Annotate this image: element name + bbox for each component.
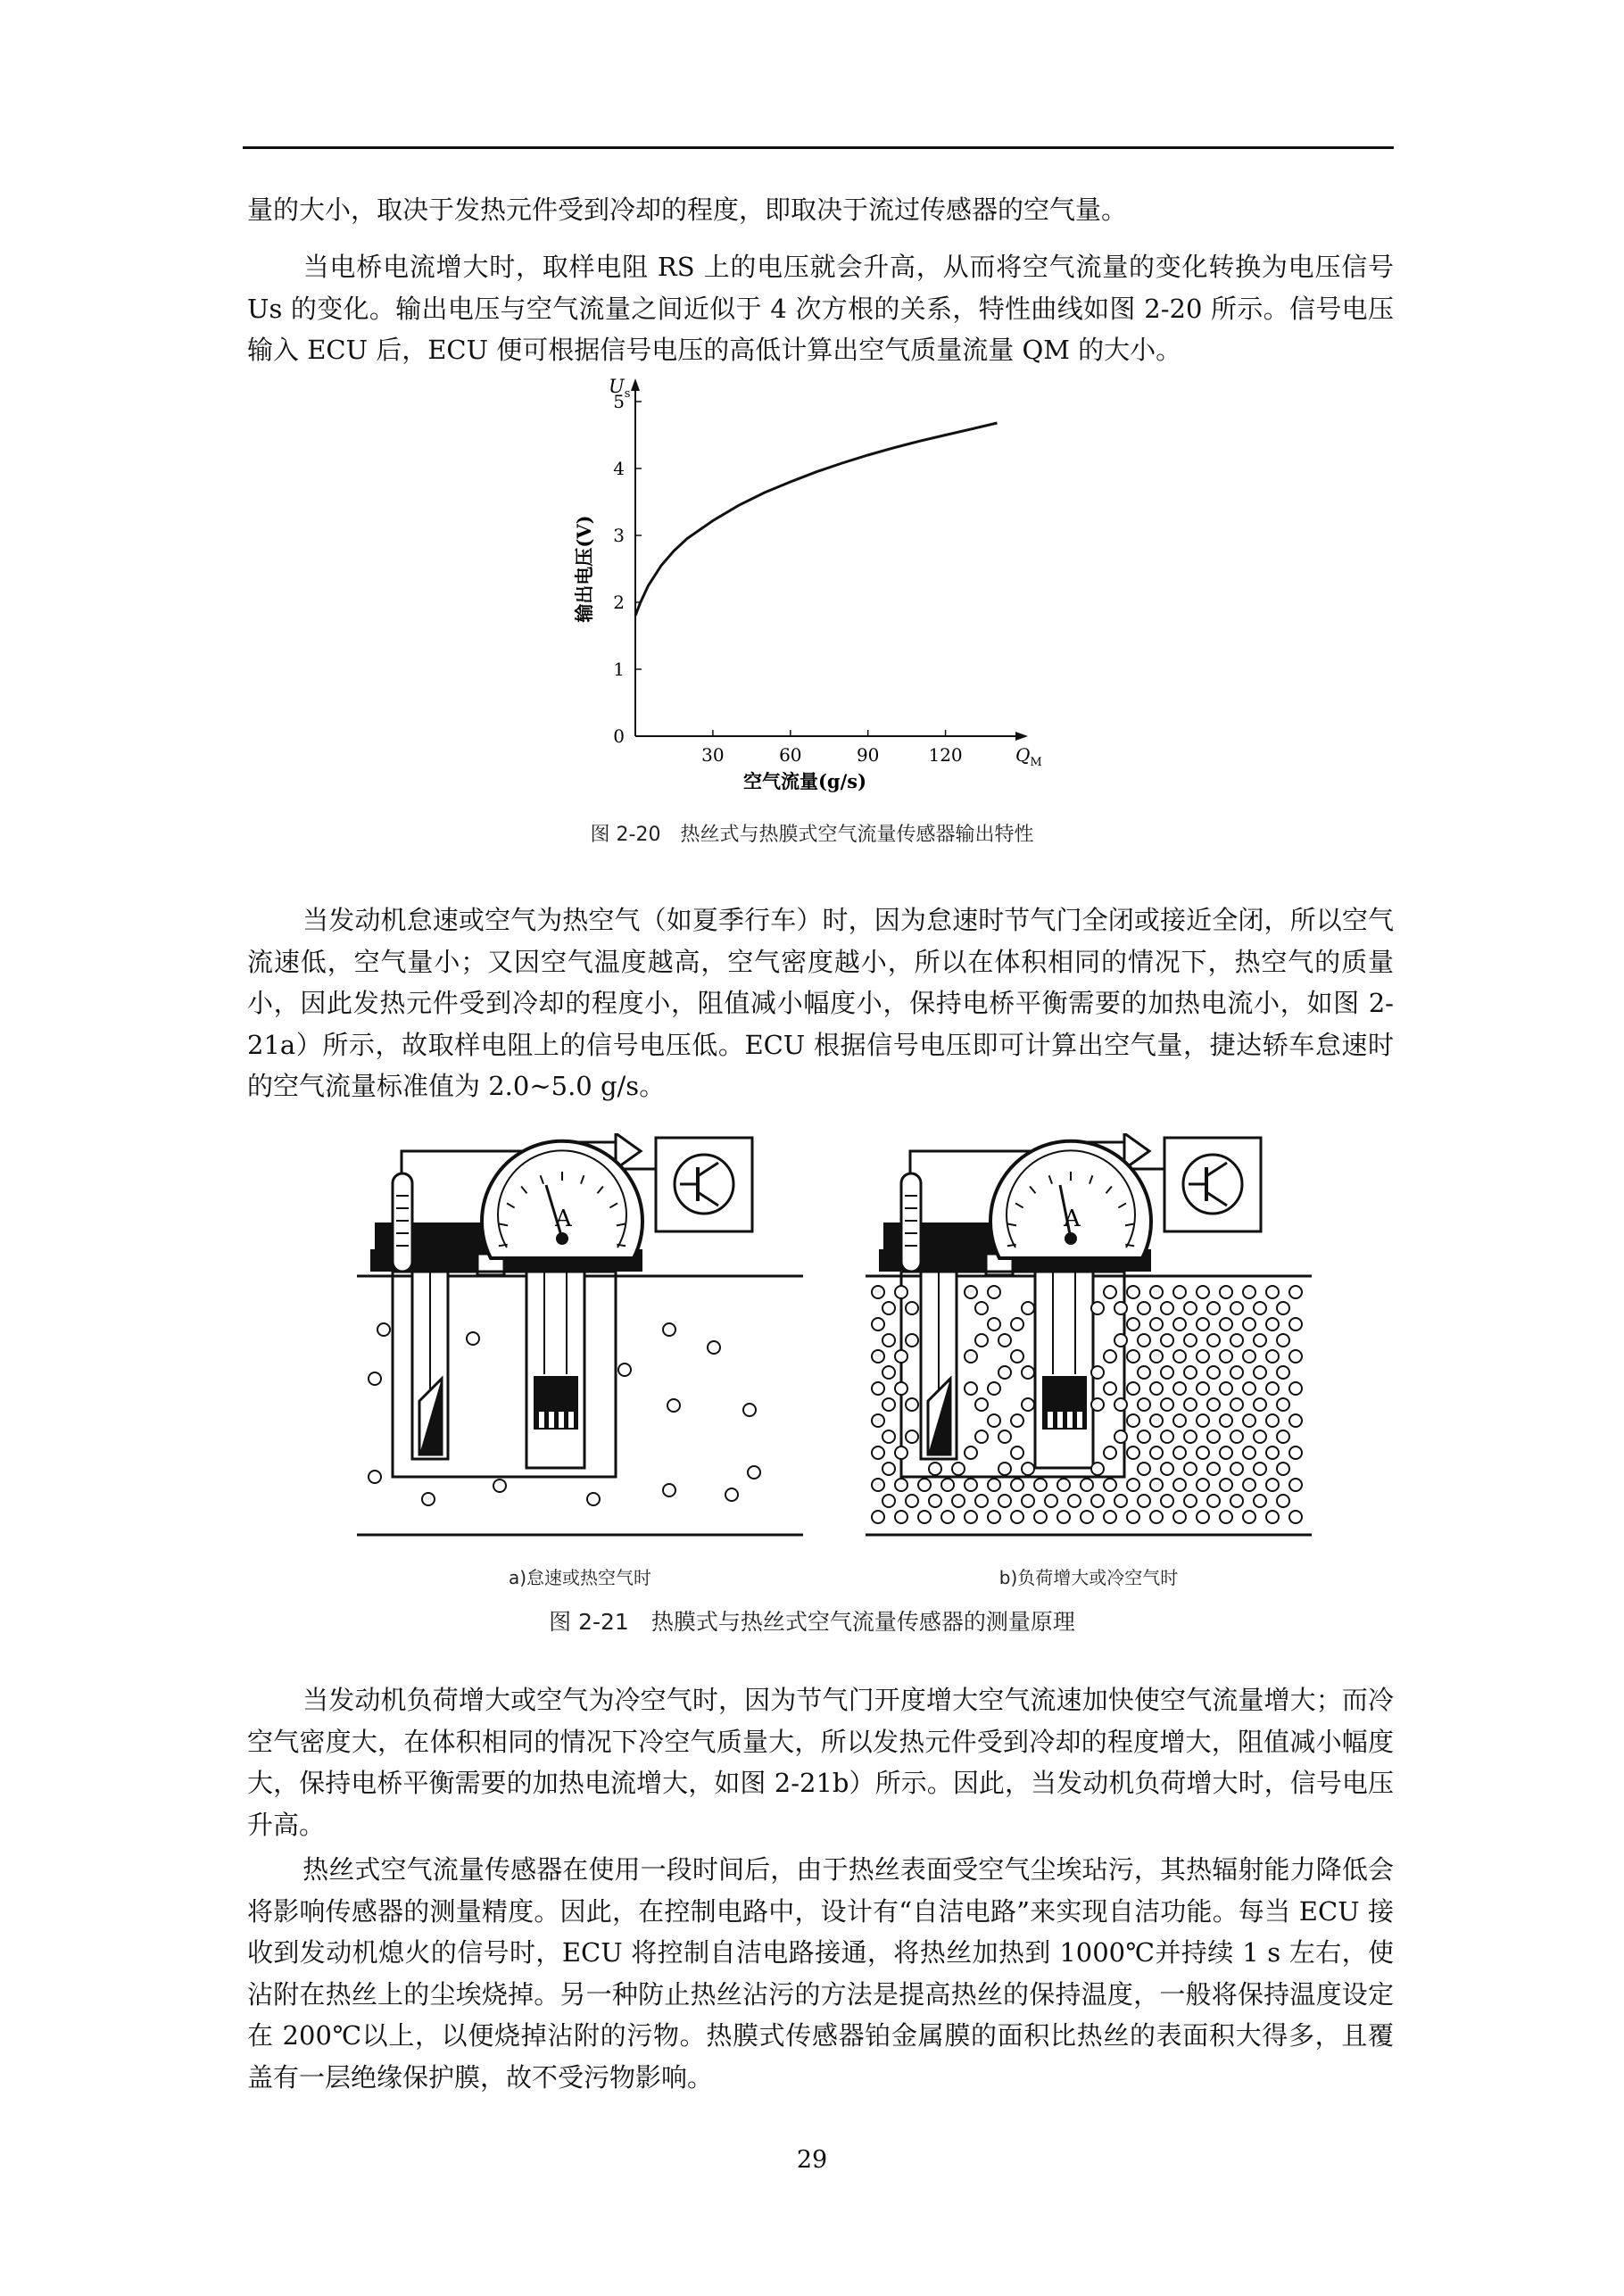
paragraph-bridge-current: 当电桥电流增大时，取样电阻 RS 上的电压就会升高，从而将空气流量的变化转换为电压信号 Us 的变化。输出电压与空气流量之间近似于 4 次方根的关系，特性曲线如图 2-20 所示。信号电压输入 ECU 后，ECU 便可根据信号电压的高低计算出空气质量流量 QM 的大小。: [247, 252, 1394, 365]
air-particle: [1289, 1382, 1302, 1395]
air-particle: [1173, 1318, 1186, 1330]
air-particle: [1266, 1318, 1279, 1330]
air-particle: [918, 1479, 931, 1491]
hot-film-grid: [559, 1412, 564, 1428]
air-particle: [1266, 1479, 1279, 1491]
air-particle: [743, 1404, 756, 1416]
air-particle: [1230, 1398, 1243, 1411]
figure-2-21-diagram-a: [357, 1133, 803, 1571]
air-particle: [1161, 1463, 1173, 1475]
series-line: [635, 423, 998, 616]
x-tick-label: 60: [779, 744, 802, 766]
paragraph-self-cleaning: 热丝式空气流量传感器在使用一段时间后，由于热丝表面受空气尘埃玷污，其热辐射能力降低会将影响传感器的测量精度。因此，在控制电路中，设计有“自洁电路”来实现自洁功能。每当 ECU 接收到发动机熄火的信号时，ECU 将控制自洁电路接通，将热丝加热到 1000℃并持续 1 s 左右，使沾附在热丝上的尘埃烧掉。另一种防止热丝沾污的方法是提高热丝的保持温度，一般将保持温度设定在 200℃以上，以便烧掉沾附的污物。热膜式传感器铂金属膜的面积比热丝的表面积大得多，且覆盖有一层绝缘保护膜，故不受污物影响。: [247, 1854, 1394, 2093]
air-particle: [1011, 1350, 1023, 1363]
paragraph-load-cold-air: 当发动机负荷增大或空气为冷空气时，因为节气门开度增大空气流速加快使空气流量增大；而冷空气密度大，在体积相同的情况下冷空气质量大，所以发热元件受到冷却的程度增大，阻值减小幅度大，保持电桥平衡需要的加热电流增大，如图 2-21b）所示。因此，当发动机负荷增大时，信号电压升高。: [247, 1685, 1394, 1840]
air-particle: [1197, 1350, 1209, 1363]
air-particle: [998, 1495, 1011, 1507]
air-particle: [882, 1302, 895, 1314]
air-particle: [1266, 1511, 1279, 1523]
air-particle: [998, 1430, 1011, 1443]
air-particle: [895, 1286, 907, 1298]
air-particle: [998, 1463, 1011, 1475]
air-particle: [1266, 1414, 1279, 1427]
air-particle: [1150, 1318, 1163, 1330]
air-particle: [1045, 1495, 1057, 1507]
y-tick-label: 3: [613, 525, 625, 546]
air-particle: [1173, 1286, 1186, 1298]
air-particle: [988, 1511, 1000, 1523]
air-particle: [988, 1318, 1000, 1330]
air-particle: [1173, 1511, 1186, 1523]
y-axis-symbol: $U_s$: [609, 376, 631, 401]
air-particle: [1034, 1479, 1047, 1491]
transistor-box: [1164, 1138, 1261, 1231]
air-particle: [872, 1286, 884, 1298]
air-particle: [872, 1479, 884, 1491]
y-tick-label: 2: [613, 592, 625, 613]
air-particle: [1254, 1334, 1266, 1347]
air-particle: [1277, 1334, 1289, 1347]
air-particle: [1254, 1398, 1266, 1411]
air-particle: [975, 1334, 988, 1347]
ammeter-pivot: [556, 1232, 568, 1245]
air-particle: [1161, 1398, 1173, 1411]
air-particle: [929, 1463, 941, 1475]
air-particle: [1254, 1495, 1266, 1507]
air-particle: [1207, 1366, 1220, 1379]
air-particle: [1220, 1446, 1232, 1459]
air-particle: [952, 1463, 965, 1475]
air-particle: [467, 1332, 479, 1345]
air-particle: [663, 1484, 675, 1496]
air-particle: [1220, 1414, 1232, 1427]
air-particle: [748, 1466, 760, 1479]
air-particle: [1161, 1430, 1173, 1443]
air-particle: [1254, 1463, 1266, 1475]
air-particle: [988, 1286, 1000, 1298]
air-particle: [1011, 1479, 1023, 1491]
air-particle: [1230, 1430, 1243, 1443]
air-particle: [872, 1318, 884, 1330]
air-particle: [988, 1382, 1000, 1395]
figure-2-21-caption: 图 2-21 热膜式与热丝式空气流量传感器的测量原理: [549, 1609, 1075, 1635]
air-particle: [1220, 1511, 1232, 1523]
air-particle: [667, 1399, 680, 1412]
paragraph-continued: 量的大小，取决于发热元件受到冷却的程度，即取决于流过传感器的空气量。: [247, 195, 1128, 225]
air-particle: [369, 1372, 381, 1385]
air-particle: [663, 1323, 675, 1336]
air-particle: [1011, 1414, 1023, 1427]
air-particle: [895, 1350, 907, 1363]
air-particle: [1173, 1446, 1186, 1459]
air-particle: [1277, 1366, 1289, 1379]
air-particle: [929, 1495, 941, 1507]
air-particle: [906, 1495, 918, 1507]
hot-film-grid: [568, 1412, 574, 1428]
air-particle: [1197, 1414, 1209, 1427]
air-particle: [1230, 1366, 1243, 1379]
air-particle: [1243, 1414, 1255, 1427]
figure-2-21a-label: a)怠速或热空气时: [508, 1567, 652, 1588]
air-particle: [1266, 1446, 1279, 1459]
x-axis-arrow: [1015, 732, 1028, 741]
air-particle: [1207, 1302, 1220, 1314]
air-particle: [1091, 1366, 1104, 1379]
paragraph-idle-hot-air: 当发动机怠速或空气为热空气（如夏季行车）时，因为怠速时节气门全闭或接近全闭，所以空气流速低，空气量小；又因空气温度越高，空气密度越小，所以在体积相同的情况下，热空气的质量小，因此发热元件受到冷却的程度小，阻值减小幅度小，保持电桥平衡需要的加热电流小，如图 2-21a）所示，故取样电阻上的信号电压低。ECU 根据信号电压即可计算出空气量，捷达轿车怠速时的空气流量标准值为 2.0~5.0 g/s。: [247, 905, 1394, 1101]
air-particle: [1011, 1511, 1023, 1523]
air-particle: [941, 1479, 954, 1491]
air-particle: [895, 1382, 907, 1395]
air-particle: [1068, 1495, 1081, 1507]
air-particle: [1127, 1286, 1139, 1298]
air-particle: [1022, 1398, 1034, 1411]
air-particle: [872, 1350, 884, 1363]
air-particle: [1220, 1286, 1232, 1298]
air-particle: [882, 1366, 895, 1379]
air-particle: [1091, 1398, 1104, 1411]
air-particle: [882, 1398, 895, 1411]
air-particle: [1114, 1398, 1127, 1411]
air-particle: [1091, 1495, 1104, 1507]
air-particle: [1243, 1511, 1255, 1523]
air-particle: [1104, 1382, 1116, 1395]
hot-film-holder: [526, 1272, 584, 1468]
air-particle: [1081, 1479, 1093, 1491]
air-particle: [1150, 1350, 1163, 1363]
ammeter-letter: A: [555, 1206, 572, 1232]
air-particle: [882, 1495, 895, 1507]
air-particle: [1150, 1446, 1163, 1459]
air-particle: [1289, 1414, 1302, 1427]
air-particle: [1230, 1463, 1243, 1475]
air-particle: [1173, 1414, 1186, 1427]
x-axis-label: 空气流量(g/s): [742, 770, 867, 792]
air-particle: [1184, 1463, 1197, 1475]
thermometer-icon: [393, 1173, 412, 1272]
air-particle: [1173, 1382, 1186, 1395]
thermometer-icon: [901, 1173, 921, 1272]
hot-film-grid: [1077, 1412, 1082, 1428]
y-tick-label: 0: [613, 725, 625, 747]
air-particle: [1243, 1479, 1255, 1491]
air-particle: [965, 1479, 977, 1491]
air-particle: [1184, 1495, 1197, 1507]
air-particle: [1161, 1366, 1173, 1379]
air-particle: [1289, 1479, 1302, 1491]
air-particle: [1220, 1350, 1232, 1363]
air-particle: [1091, 1302, 1104, 1314]
air-particle: [1243, 1318, 1255, 1330]
air-particle: [1127, 1414, 1139, 1427]
page-number: 29: [796, 2146, 828, 2174]
air-particle: [1254, 1430, 1266, 1443]
air-particle: [1184, 1334, 1197, 1347]
air-particle: [1277, 1302, 1289, 1314]
air-particle: [965, 1350, 977, 1363]
air-particle: [1104, 1511, 1116, 1523]
figure-2-20-caption: 图 2-20 热丝式与热膜式空气流量传感器输出特性: [590, 824, 1034, 846]
air-particle: [1289, 1511, 1302, 1523]
air-particle: [975, 1495, 988, 1507]
air-particle: [369, 1471, 381, 1483]
air-particle: [998, 1366, 1011, 1379]
air-particle: [1266, 1350, 1279, 1363]
air-particle: [1289, 1446, 1302, 1459]
hot-film-holder: [1035, 1272, 1093, 1468]
chart-2-20: [571, 366, 1071, 821]
x-tick-label: 120: [928, 744, 963, 766]
air-particle: [1207, 1334, 1220, 1347]
air-particle: [906, 1398, 918, 1411]
x-tick-label: 90: [856, 744, 880, 766]
x-tick-label: 30: [701, 744, 725, 766]
air-particle: [1091, 1463, 1104, 1475]
air-particle: [1011, 1318, 1023, 1330]
air-particle: [618, 1364, 631, 1376]
air-particle: [1138, 1463, 1150, 1475]
air-particle: [1230, 1302, 1243, 1314]
air-particle: [1254, 1366, 1266, 1379]
air-particle: [872, 1511, 884, 1523]
air-particle: [882, 1334, 895, 1347]
air-particle: [988, 1479, 1000, 1491]
air-particle: [1184, 1366, 1197, 1379]
air-particle: [1184, 1302, 1197, 1314]
air-particle: [941, 1511, 954, 1523]
air-particle: [882, 1463, 895, 1475]
y-tick-label: 1: [613, 659, 625, 680]
air-particle: [1114, 1334, 1127, 1347]
air-particle: [1161, 1334, 1173, 1347]
air-particle: [1104, 1446, 1116, 1459]
air-particle: [1207, 1398, 1220, 1411]
air-particle: [1277, 1398, 1289, 1411]
air-particle: [1081, 1511, 1093, 1523]
air-particle: [1150, 1511, 1163, 1523]
air-particle: [1197, 1511, 1209, 1523]
air-particle: [1277, 1430, 1289, 1443]
air-particle: [895, 1511, 907, 1523]
hot-film-grid: [1057, 1412, 1063, 1428]
air-particle: [965, 1446, 977, 1459]
air-particle: [1138, 1334, 1150, 1347]
ammeter-letter: A: [1064, 1206, 1081, 1232]
air-particle: [1022, 1495, 1034, 1507]
y-axis-label: 输出电压(V): [573, 515, 595, 623]
air-particle: [1173, 1350, 1186, 1363]
air-particle: [1161, 1302, 1173, 1314]
air-particle: [882, 1430, 895, 1443]
air-particle: [975, 1430, 988, 1443]
y-tick-label: 5: [613, 391, 625, 412]
x-axis-symbol: $Q_M$: [1015, 744, 1042, 769]
air-particle: [1104, 1350, 1116, 1363]
figure-2-21b-label: b)负荷增大或冷空气时: [998, 1567, 1179, 1588]
air-particle: [872, 1414, 884, 1427]
air-particle: [1022, 1302, 1034, 1314]
air-particle: [975, 1398, 988, 1411]
air-particle: [1243, 1446, 1255, 1459]
air-particle: [895, 1479, 907, 1491]
air-particle: [1057, 1511, 1070, 1523]
hot-film-grid: [1048, 1412, 1053, 1428]
air-particle: [906, 1302, 918, 1314]
air-particle: [1266, 1382, 1279, 1395]
air-particle: [1173, 1479, 1186, 1491]
air-particle: [1197, 1318, 1209, 1330]
header-rule: [243, 146, 1394, 149]
hot-film-grid: [539, 1412, 544, 1428]
air-particle: [952, 1495, 965, 1507]
air-particle: [1277, 1495, 1289, 1507]
air-particle: [1289, 1286, 1302, 1298]
air-particle: [422, 1493, 435, 1505]
air-particle: [1161, 1495, 1173, 1507]
air-particle: [1220, 1382, 1232, 1395]
air-particle: [998, 1334, 1011, 1347]
air-particle: [1254, 1302, 1266, 1314]
air-particle: [1138, 1398, 1150, 1411]
air-particle: [1230, 1495, 1243, 1507]
air-particle: [1243, 1286, 1255, 1298]
air-particle: [1127, 1350, 1139, 1363]
air-particle: [872, 1382, 884, 1395]
air-particle: [1127, 1511, 1139, 1523]
air-particle: [1114, 1495, 1127, 1507]
air-particle: [1034, 1511, 1047, 1523]
air-particle: [906, 1334, 918, 1347]
air-particle: [895, 1446, 907, 1459]
air-particle: [1220, 1479, 1232, 1491]
air-particle: [1138, 1302, 1150, 1314]
ammeter-pivot: [1065, 1232, 1077, 1245]
air-particle: [1104, 1286, 1116, 1298]
air-particle: [872, 1446, 884, 1459]
air-particle: [1127, 1382, 1139, 1395]
air-particle: [1104, 1479, 1116, 1491]
air-particle: [1150, 1479, 1163, 1491]
air-particle: [1022, 1463, 1034, 1475]
air-particle: [1207, 1495, 1220, 1507]
air-particle: [1150, 1414, 1163, 1427]
air-particle: [1197, 1382, 1209, 1395]
air-particle: [1220, 1318, 1232, 1330]
air-particle: [1138, 1430, 1150, 1443]
air-particle: [1277, 1463, 1289, 1475]
air-particle: [1289, 1350, 1302, 1363]
hot-film-grid: [549, 1412, 554, 1428]
air-particle: [1230, 1334, 1243, 1347]
air-particle: [587, 1493, 600, 1505]
air-particle: [1197, 1286, 1209, 1298]
air-particle: [377, 1323, 390, 1336]
air-particle: [1011, 1446, 1023, 1459]
air-particle: [1114, 1302, 1127, 1314]
air-particle: [1243, 1350, 1255, 1363]
y-tick-label: 4: [613, 458, 625, 479]
air-particle: [1022, 1366, 1034, 1379]
air-particle: [1207, 1463, 1220, 1475]
air-particle: [1197, 1479, 1209, 1491]
air-particle: [918, 1511, 931, 1523]
air-particle: [1289, 1318, 1302, 1330]
air-particle: [1184, 1398, 1197, 1411]
y-axis-arrow: [631, 378, 640, 391]
air-particle: [1138, 1366, 1150, 1379]
air-particle: [965, 1382, 977, 1395]
air-particle: [1150, 1286, 1163, 1298]
air-particle: [708, 1341, 720, 1354]
figure-2-21-diagram-b: [866, 1133, 1312, 1571]
air-particle: [493, 1480, 506, 1492]
air-particle: [1184, 1430, 1197, 1443]
air-particle: [965, 1511, 977, 1523]
air-particle: [988, 1414, 1000, 1427]
air-particle: [1127, 1318, 1139, 1330]
transistor-box: [656, 1138, 752, 1231]
air-particle: [975, 1302, 988, 1314]
air-particle: [906, 1430, 918, 1443]
air-particle: [1057, 1479, 1070, 1491]
air-particle: [1127, 1446, 1139, 1459]
air-particle: [1138, 1495, 1150, 1507]
air-particle: [1114, 1430, 1127, 1443]
air-particle: [1127, 1479, 1139, 1491]
air-particle: [965, 1286, 977, 1298]
hot-film-grid: [1067, 1412, 1073, 1428]
air-particle: [725, 1488, 738, 1501]
air-particle: [1266, 1286, 1279, 1298]
air-particle: [1197, 1446, 1209, 1459]
air-particle: [1243, 1382, 1255, 1395]
air-particle: [1150, 1382, 1163, 1395]
air-particle: [1207, 1430, 1220, 1443]
